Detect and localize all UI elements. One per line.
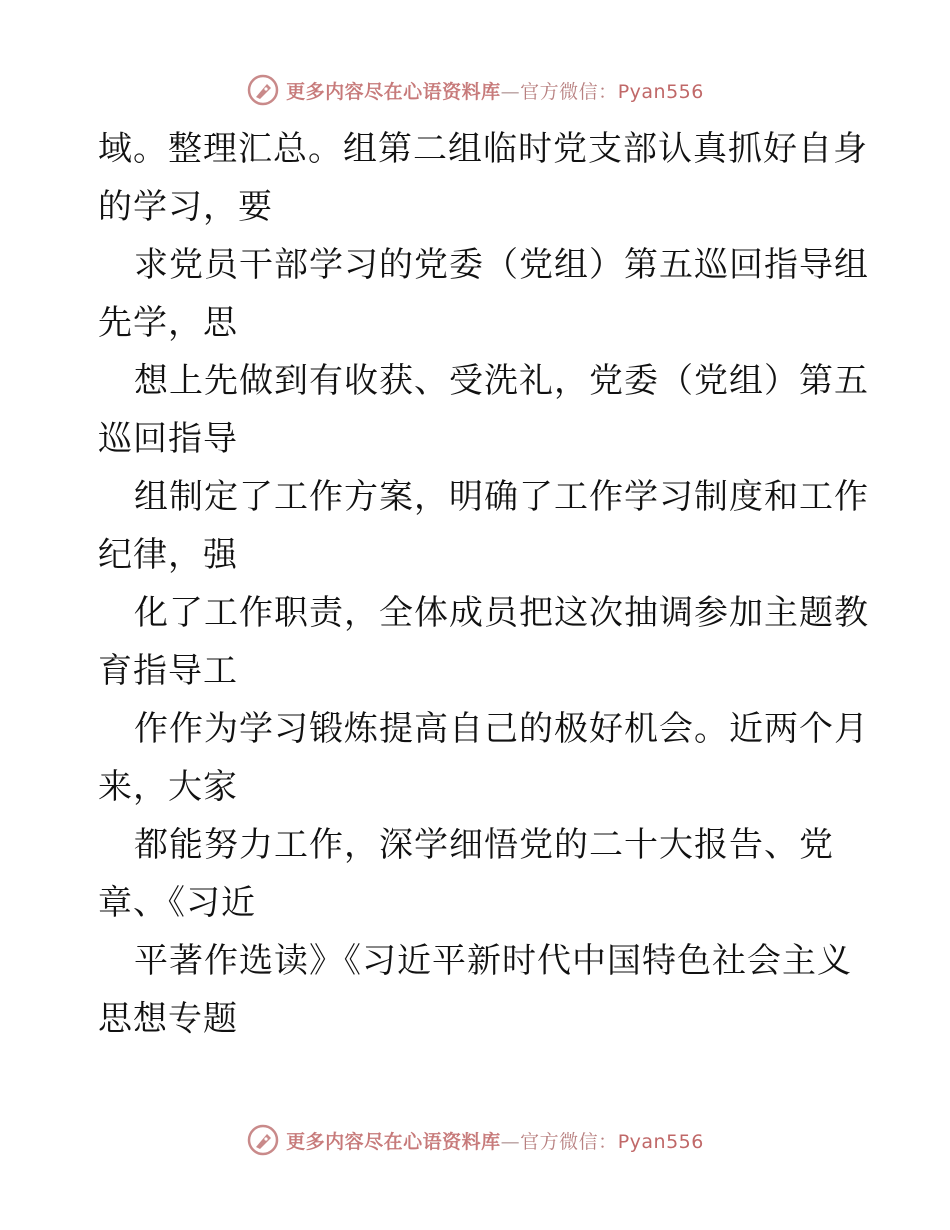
text-line: 纪律，强 (98, 535, 238, 575)
watermark-wechat-id: Pyan556 (617, 80, 704, 103)
pen-nib-circle-icon (246, 1123, 280, 1157)
text-line: 组制定了工作方案，明确了工作学习制度和工作 (134, 477, 869, 517)
watermark-text (286, 1127, 704, 1154)
text-line: 章、《习近 (98, 883, 256, 923)
text-line: 来，大家 (98, 767, 238, 807)
text-line: 先学，思 (98, 303, 238, 343)
text-line: 化了工作职责，全体成员把这次抽调参加主题教 (134, 593, 869, 633)
footer-watermark (0, 1120, 950, 1160)
text-line: 求党员干部学习的党委（党组）第五巡回指导组 (134, 245, 869, 285)
watermark-wechat-id: Pyan556 (617, 1130, 704, 1153)
text-line: 思想专题 (98, 999, 238, 1039)
watermark-separator: — (500, 1130, 521, 1153)
header-watermark (0, 70, 950, 110)
text-line: 域。整理汇总。组第二组临时党支部认真抓好自身 (98, 129, 868, 169)
watermark-text (286, 77, 704, 104)
watermark-wechat-label: 官方微信： (520, 80, 618, 103)
text-line: 想上先做到有收获、受洗礼，党委（党组）第五 (134, 361, 869, 401)
document-body (98, 120, 869, 1048)
text-line: 育指导工 (98, 651, 238, 691)
text-line: 都能努力工作，深学细悟党的二十大报告、党 (134, 825, 834, 865)
watermark-site: 更多内容尽在心语资料库 (286, 80, 501, 103)
text-line: 巡回指导 (98, 419, 238, 459)
watermark-separator: — (500, 80, 521, 103)
text-line: 平著作选读》《习近平新时代中国特色社会主义 (134, 941, 852, 981)
text-line: 作作为学习锻炼提高自己的极好机会。近两个月 (134, 709, 869, 749)
pen-nib-circle-icon (246, 73, 280, 107)
text-line: 的学习，要 (98, 187, 273, 227)
watermark-wechat-label: 官方微信： (520, 1130, 618, 1153)
watermark-site: 更多内容尽在心语资料库 (286, 1130, 501, 1153)
